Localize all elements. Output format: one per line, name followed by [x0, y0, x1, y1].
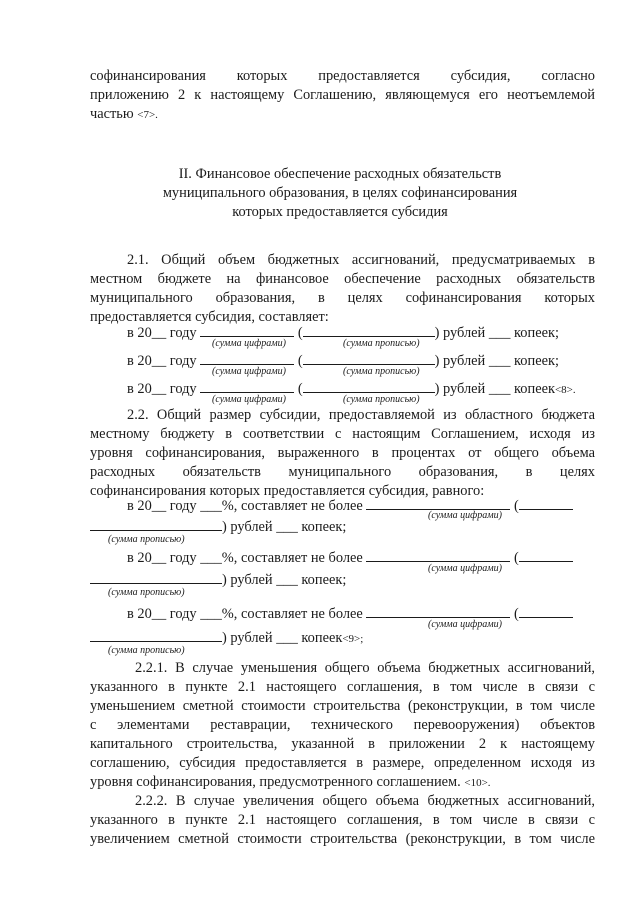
caption-words: (сумма прописью): [343, 366, 420, 377]
caption-digits: (сумма цифрами): [212, 394, 286, 405]
amount-words-blank: [303, 379, 435, 393]
p221-line-6: соглашению, субсидия предоставляется в размере, определенном исходя из: [90, 755, 595, 771]
amount-digits-blank: [200, 323, 294, 337]
p22-line-2: местному бюджету в соответствии с настоящим Соглашением, исходя из: [90, 426, 595, 442]
amount-words-blank: [90, 570, 222, 584]
p21-line-2: местном бюджете на финансовое обеспечение расходных обязательств: [90, 271, 595, 287]
p221-line-2: указанного в пункте 2.1 настоящего соглашения, в том числе в связи с: [90, 679, 595, 695]
p221-line-7: уровня софинансирования, предусмотренного соглашением. <10>.: [90, 774, 491, 790]
amount-digits-blank: [366, 496, 510, 510]
p21-line-3: муниципального образования, в целях софинансирования которых: [90, 290, 595, 306]
caption-digits: (сумма цифрами): [428, 563, 502, 574]
p22-row-2: в 20__ году ___%, составляет не более (: [127, 548, 573, 568]
footnote-ref-8: <8>.: [554, 384, 576, 396]
p21-row-1: в 20__ году ( ) рублей ___ копеек;: [127, 325, 559, 341]
p21-row-2: в 20__ году ( ) рублей ___ копеек;: [127, 353, 559, 369]
p22-line-5: софинансирования которых предоставляется субсидия, равного:: [90, 483, 485, 499]
caption-digits: (сумма цифрами): [428, 510, 502, 521]
footnote-ref-7: <7>.: [137, 109, 158, 121]
amount-words-blank: [90, 628, 222, 642]
amount-words-blank: [519, 604, 573, 618]
intro-line-3: частью <7>.: [90, 106, 158, 122]
caption-digits: (сумма цифрами): [212, 338, 286, 349]
p22-row-3: в 20__ году ___%, составляет не более (: [127, 604, 573, 624]
p221-line-1: 2.2.1. В случае уменьшения общего объема бюджетных ассигнований,: [135, 660, 595, 676]
amount-words-blank: [519, 496, 573, 510]
footnote-ref-10: <10>.: [464, 777, 491, 789]
p222-line-2: указанного в пункте 2.1 настоящего соглашения, в том числе в связи с: [90, 812, 595, 828]
amount-digits-blank: [366, 548, 510, 562]
caption-words: (сумма прописью): [108, 534, 185, 545]
p22-line-3: уровня софинансирования, выраженного в процентах от общего объема: [90, 445, 595, 461]
p221-line-3: уменьшением сметной стоимости строительства (реконструкции, в том числе: [90, 698, 595, 714]
amount-digits-blank: [366, 604, 510, 618]
p21-line-4: предоставляется субсидия, составляет:: [90, 309, 329, 325]
amount-words-blank: [519, 548, 573, 562]
p22-rub-row-1: ) рублей ___ копеек;: [90, 517, 346, 537]
amount-words-blank: [90, 517, 222, 531]
footnote-ref-9: <9>;: [342, 633, 364, 645]
p221-line-5: капитального строительства, указанной в приложении 2 к настоящему: [90, 736, 595, 752]
caption-words: (сумма прописью): [108, 587, 185, 598]
intro-line-2: приложению 2 к настоящему Соглашению, являющемуся его неотъемлемой: [90, 87, 595, 103]
amount-digits-blank: [200, 379, 294, 393]
p21-row-3: в 20__ году ( ) рублей ___ копеек<8>.: [127, 381, 576, 397]
p21-line-1: 2.1. Общий объем бюджетных ассигнований, предусматриваемых в: [127, 252, 595, 268]
p22-rub-row-2: ) рублей ___ копеек;: [90, 570, 346, 590]
amount-digits-blank: [200, 351, 294, 365]
caption-words: (сумма прописью): [343, 338, 420, 349]
caption-digits: (сумма цифрами): [428, 619, 502, 630]
p22-row-1: в 20__ году ___%, составляет не более (: [127, 496, 573, 516]
p222-line-1: 2.2.2. В случае увеличения общего объема бюджетных ассигнований,: [135, 793, 595, 809]
caption-words: (сумма прописью): [343, 394, 420, 405]
amount-words-blank: [303, 351, 435, 365]
caption-words: (сумма прописью): [108, 645, 185, 656]
p222-line-3: увеличением сметной стоимости строительства (реконструкции, в том числе: [90, 831, 595, 847]
section-title-line-3: которых предоставляется субсидия: [232, 204, 448, 220]
p22-line-4: расходных обязательств муниципального образования, в целях: [90, 464, 595, 480]
amount-words-blank: [303, 323, 435, 337]
caption-digits: (сумма цифрами): [212, 366, 286, 377]
p221-line-4: с элементами реставрации, технического перевооружения) объектов: [90, 717, 595, 733]
intro-line-1: софинансирования которых предоставляется субсидия, согласно: [90, 68, 595, 84]
section-title-line-2: муниципального образования, в целях софинансирования: [162, 185, 518, 201]
p22-line-1: 2.2. Общий размер субсидии, предоставляемой из областного бюджета: [127, 407, 595, 423]
p22-rub-row-3: ) рублей ___ копеек<9>;: [90, 628, 363, 649]
section-title-line-1: II. Финансовое обеспечение расходных обязательств: [178, 166, 502, 182]
